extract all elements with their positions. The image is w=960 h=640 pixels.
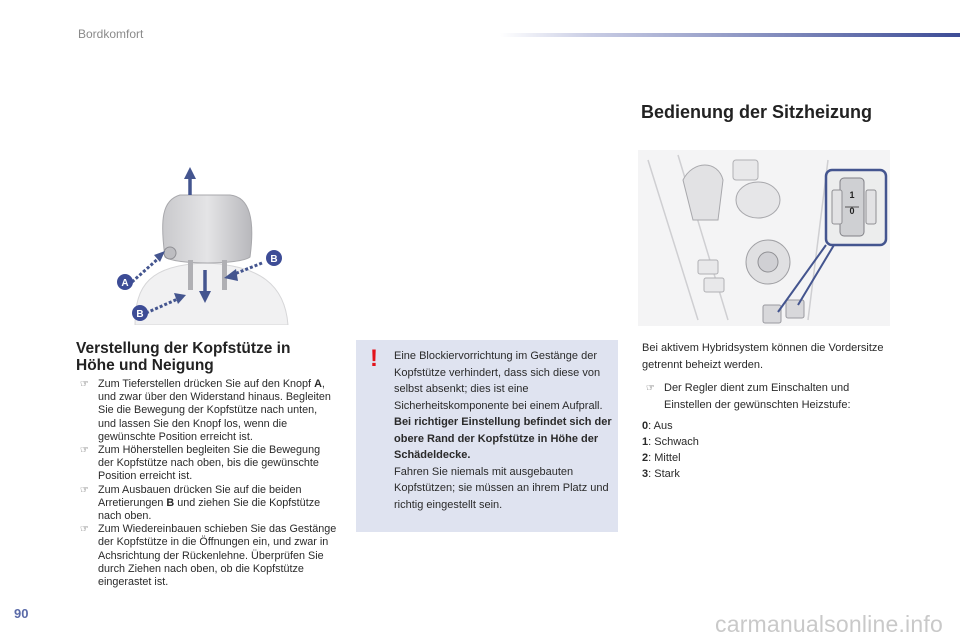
heating-level: 3: Stark — [642, 468, 680, 480]
seat-heating-title: Bedienung der Sitzheizung — [641, 102, 873, 122]
pointer-icon: ☞ — [80, 379, 89, 390]
section-title: Bordkomfort — [78, 27, 144, 41]
headrest-title-line1: Verstellung der Kopfstütze in — [76, 340, 291, 357]
headrest-instructions-list — [76, 378, 338, 589]
dial-label-0: 0 — [849, 206, 855, 216]
heating-levels-list — [642, 418, 699, 482]
seat-heating-intro: Bei aktivem Hybridsystem können die Vordersitze getrennt beheizt werden. — [642, 342, 884, 371]
list-item: ☞ Zum Tieferstellen drücken Sie auf den Knopf A, und zwar über den Widerstand hinaus. Begleiten Sie die Bewegung der Kopfstütze nach unten, und lassen Sie den Knopf los, wenn die gewünschte Position erreicht ist. — [80, 378, 331, 443]
headrest-title-line2: Höhe und Neigung — [76, 357, 214, 374]
label-a: A — [121, 278, 129, 289]
warning-box — [356, 340, 618, 532]
warning-text-bold: Bei richtiger Einstellung befindet sich der obere Rand der Kopfstütze in Höhe der Schädeldecke. — [394, 416, 612, 461]
warning-text-1: Eine Blockiervorrichtung im Gestänge der Kopfstütze verhindert, dass sich diese von selbst absenkt; dies ist eine Sicherheitskomponente bei einem Aufprall. — [394, 350, 603, 412]
list-item: ☞ Zum Ausbauen drücken Sie auf die beiden Arretierungen B und ziehen Sie die Kopfstütze nach oben. — [80, 483, 321, 523]
heating-level: 0: Aus — [642, 420, 673, 432]
headrest-illustration — [110, 165, 310, 325]
warning-text — [394, 348, 612, 513]
watermark: carmanualsonline.info — [715, 611, 943, 637]
page-number: 90 — [14, 606, 29, 621]
pointer-icon: ☞ — [646, 383, 655, 394]
label-b-left: B — [136, 309, 144, 320]
list-item: ☞ Zum Höherstellen begleiten Sie die Bewegung der Kopfstütze nach oben, bis die gewünschte Position erreicht ist. — [80, 444, 321, 483]
label-b-right: B — [270, 254, 278, 265]
seat-heating-bullet: ☞ Der Regler dient zum Einschalten und Einstellen der gewünschten Heizstufe: — [646, 382, 851, 411]
warning-text-2: Fahren Sie niemals mit ausgebauten Kopfstützen; sie müssen an ihrem Platz und richtig eingestellt sein. — [394, 465, 609, 511]
warning-icon: ! — [370, 345, 378, 372]
seat-heating-console-illustration — [638, 150, 890, 326]
heating-level: 2: Mittel — [642, 452, 681, 464]
heating-level: 1: Schwach — [642, 436, 699, 448]
header-bar — [500, 33, 960, 37]
pointer-icon: ☞ — [80, 524, 89, 536]
headrest-section-title — [76, 340, 346, 374]
pointer-icon: ☞ — [80, 484, 89, 496]
list-item: ☞ Zum Wiedereinbauen schieben Sie das Gestänge der Kopfstütze in die Öffnungen ein, und zwar in Achsrichtung der Rückenlehne. Überprüfen Sie durch Ziehen nach oben, ob die Kopfstütze eingerastet ist. — [80, 523, 337, 589]
pointer-icon: ☞ — [80, 445, 89, 457]
dial-label-1: 1 — [849, 190, 855, 200]
